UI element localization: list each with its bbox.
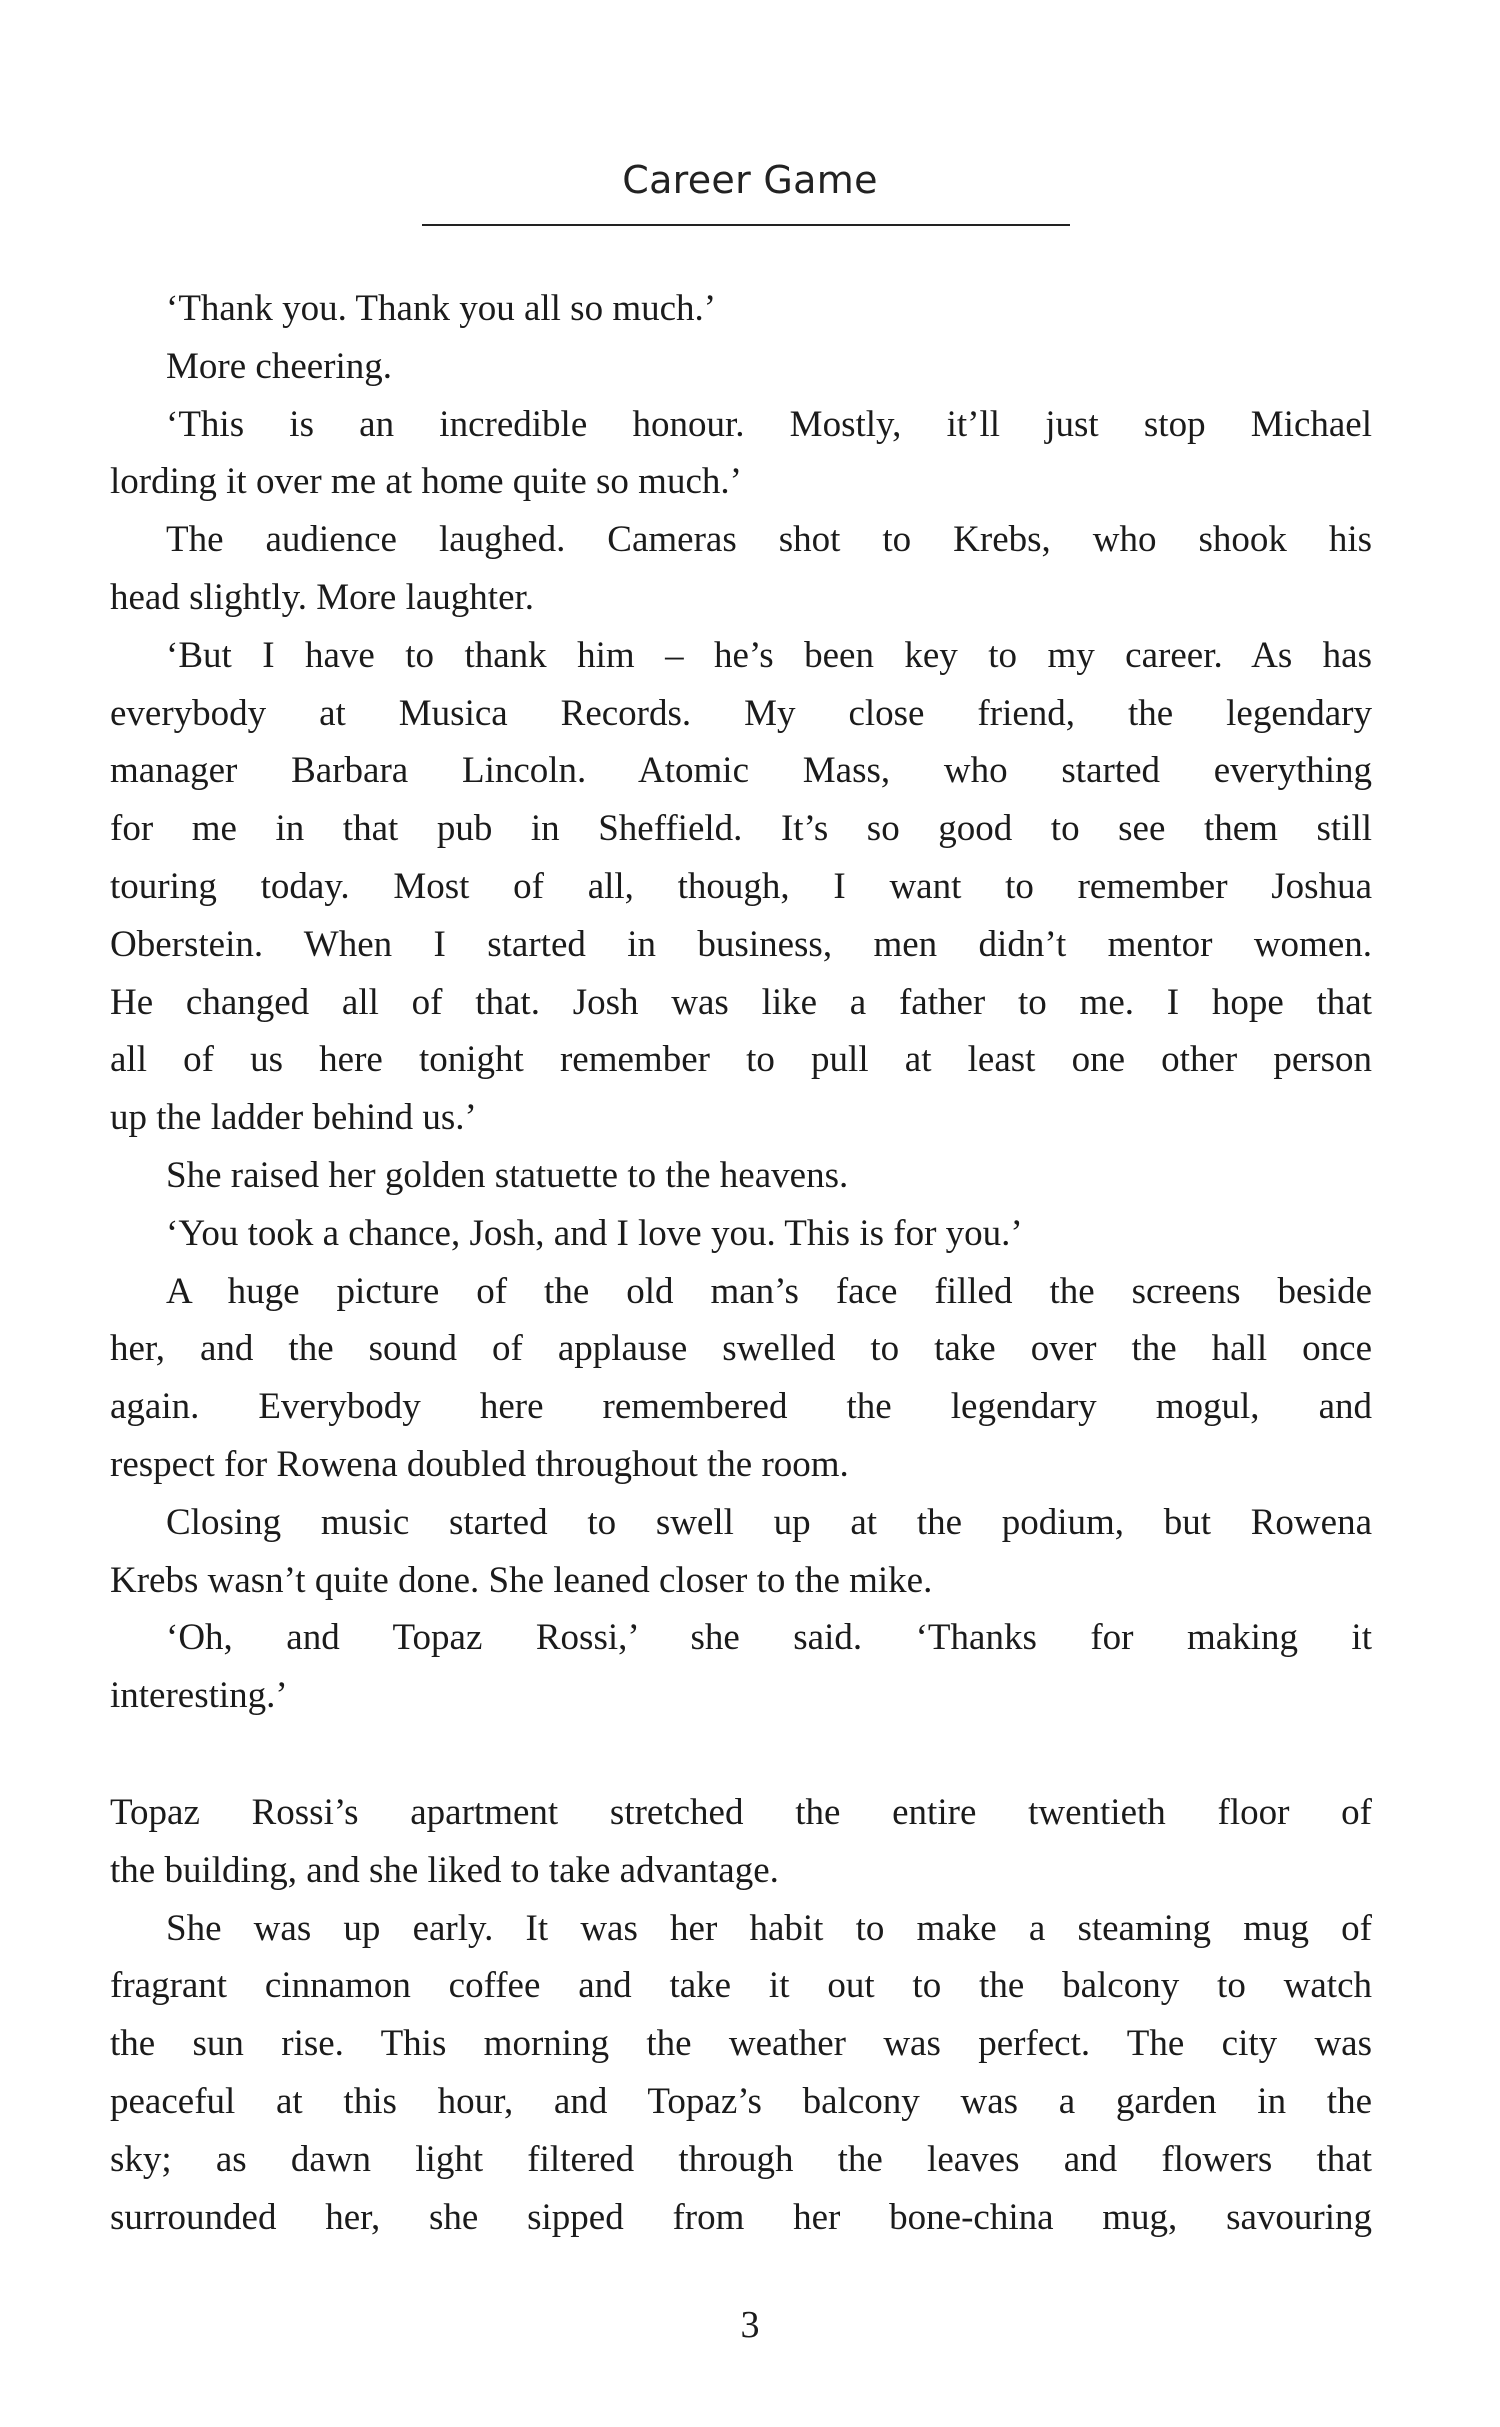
text-line: all of us here tonight remember to pull at least one other person	[110, 1039, 1372, 1081]
text-line: for me in that pub in Sheffield. It’s so good to see them still	[110, 808, 1372, 850]
text-line: The audience laughed. Cameras shot to Krebs, who shook his	[166, 519, 1372, 561]
text-line: She raised her golden statuette to the heavens.	[166, 1154, 849, 1196]
section-break	[110, 1725, 1372, 1784]
header-rule	[422, 224, 1070, 226]
text-line: ‘Oh, and Topaz Rossi,’ she said. ‘Thanks for making it	[166, 1617, 1372, 1659]
text-line: peaceful at this hour, and Topaz’s balcony was a garden in the	[110, 2080, 1372, 2122]
text-line: fragrant cinnamon coffee and take it out to the balcony to watch	[110, 1965, 1372, 2007]
text-line: A huge picture of the old man’s face filled the screens beside	[166, 1270, 1372, 1312]
text-line: lording it over me at home quite so much.’	[110, 461, 742, 503]
text-line: She was up early. It was her habit to make a steaming mug of	[166, 1907, 1372, 1949]
text-line: ‘Thank you. Thank you all so much.’	[166, 288, 717, 329]
text-line: up the ladder behind us.’	[110, 1097, 477, 1139]
text-line: ‘This is an incredible honour. Mostly, it’ll just stop Michael	[166, 403, 1372, 445]
text-line: interesting.’	[110, 1675, 288, 1717]
text-line: He changed all of that. Josh was like a father to me. I hope that	[110, 981, 1372, 1023]
text-line: surrounded her, she sipped from her bone-china mug, savouring	[110, 2196, 1372, 2238]
text-line: touring today. Most of all, though, I want to remember Joshua	[110, 865, 1372, 907]
text-line: Oberstein. When I started in business, men didn’t mentor women.	[110, 923, 1372, 965]
text-line: the sun rise. This morning the weather was perfect. The city was	[110, 2023, 1372, 2065]
page-number: 3	[740, 2304, 760, 2346]
body-text	[110, 280, 1372, 2246]
text-line: Closing music started to swell up at the podium, but Rowena	[166, 1501, 1372, 1543]
text-line: Topaz Rossi’s apartment stretched the entire twentieth floor of	[110, 1791, 1372, 1833]
text-line: Krebs wasn’t quite done. She leaned closer to the mike.	[110, 1559, 933, 1601]
text-line: ‘You took a chance, Josh, and I love you. This is for you.’	[166, 1212, 1023, 1254]
running-head: Career Game	[622, 158, 878, 202]
text-line: manager Barbara Lincoln. Atomic Mass, who started everything	[110, 750, 1372, 792]
text-line: More cheering.	[166, 345, 393, 387]
text-line: respect for Rowena doubled throughout the room.	[110, 1443, 849, 1485]
text-line: the building, and she liked to take advantage.	[110, 1849, 779, 1891]
text-line: head slightly. More laughter.	[110, 576, 535, 618]
text-line: her, and the sound of applause swelled to take over the hall once	[110, 1328, 1372, 1370]
text-line: everybody at Musica Records. My close friend, the legendary	[110, 692, 1372, 734]
text-line: again. Everybody here remembered the legendary mogul, and	[110, 1386, 1372, 1428]
text-line: ‘But I have to thank him – he’s been key to my career. As has	[166, 634, 1372, 676]
text-line: sky; as dawn light filtered through the leaves and flowers that	[110, 2138, 1372, 2180]
